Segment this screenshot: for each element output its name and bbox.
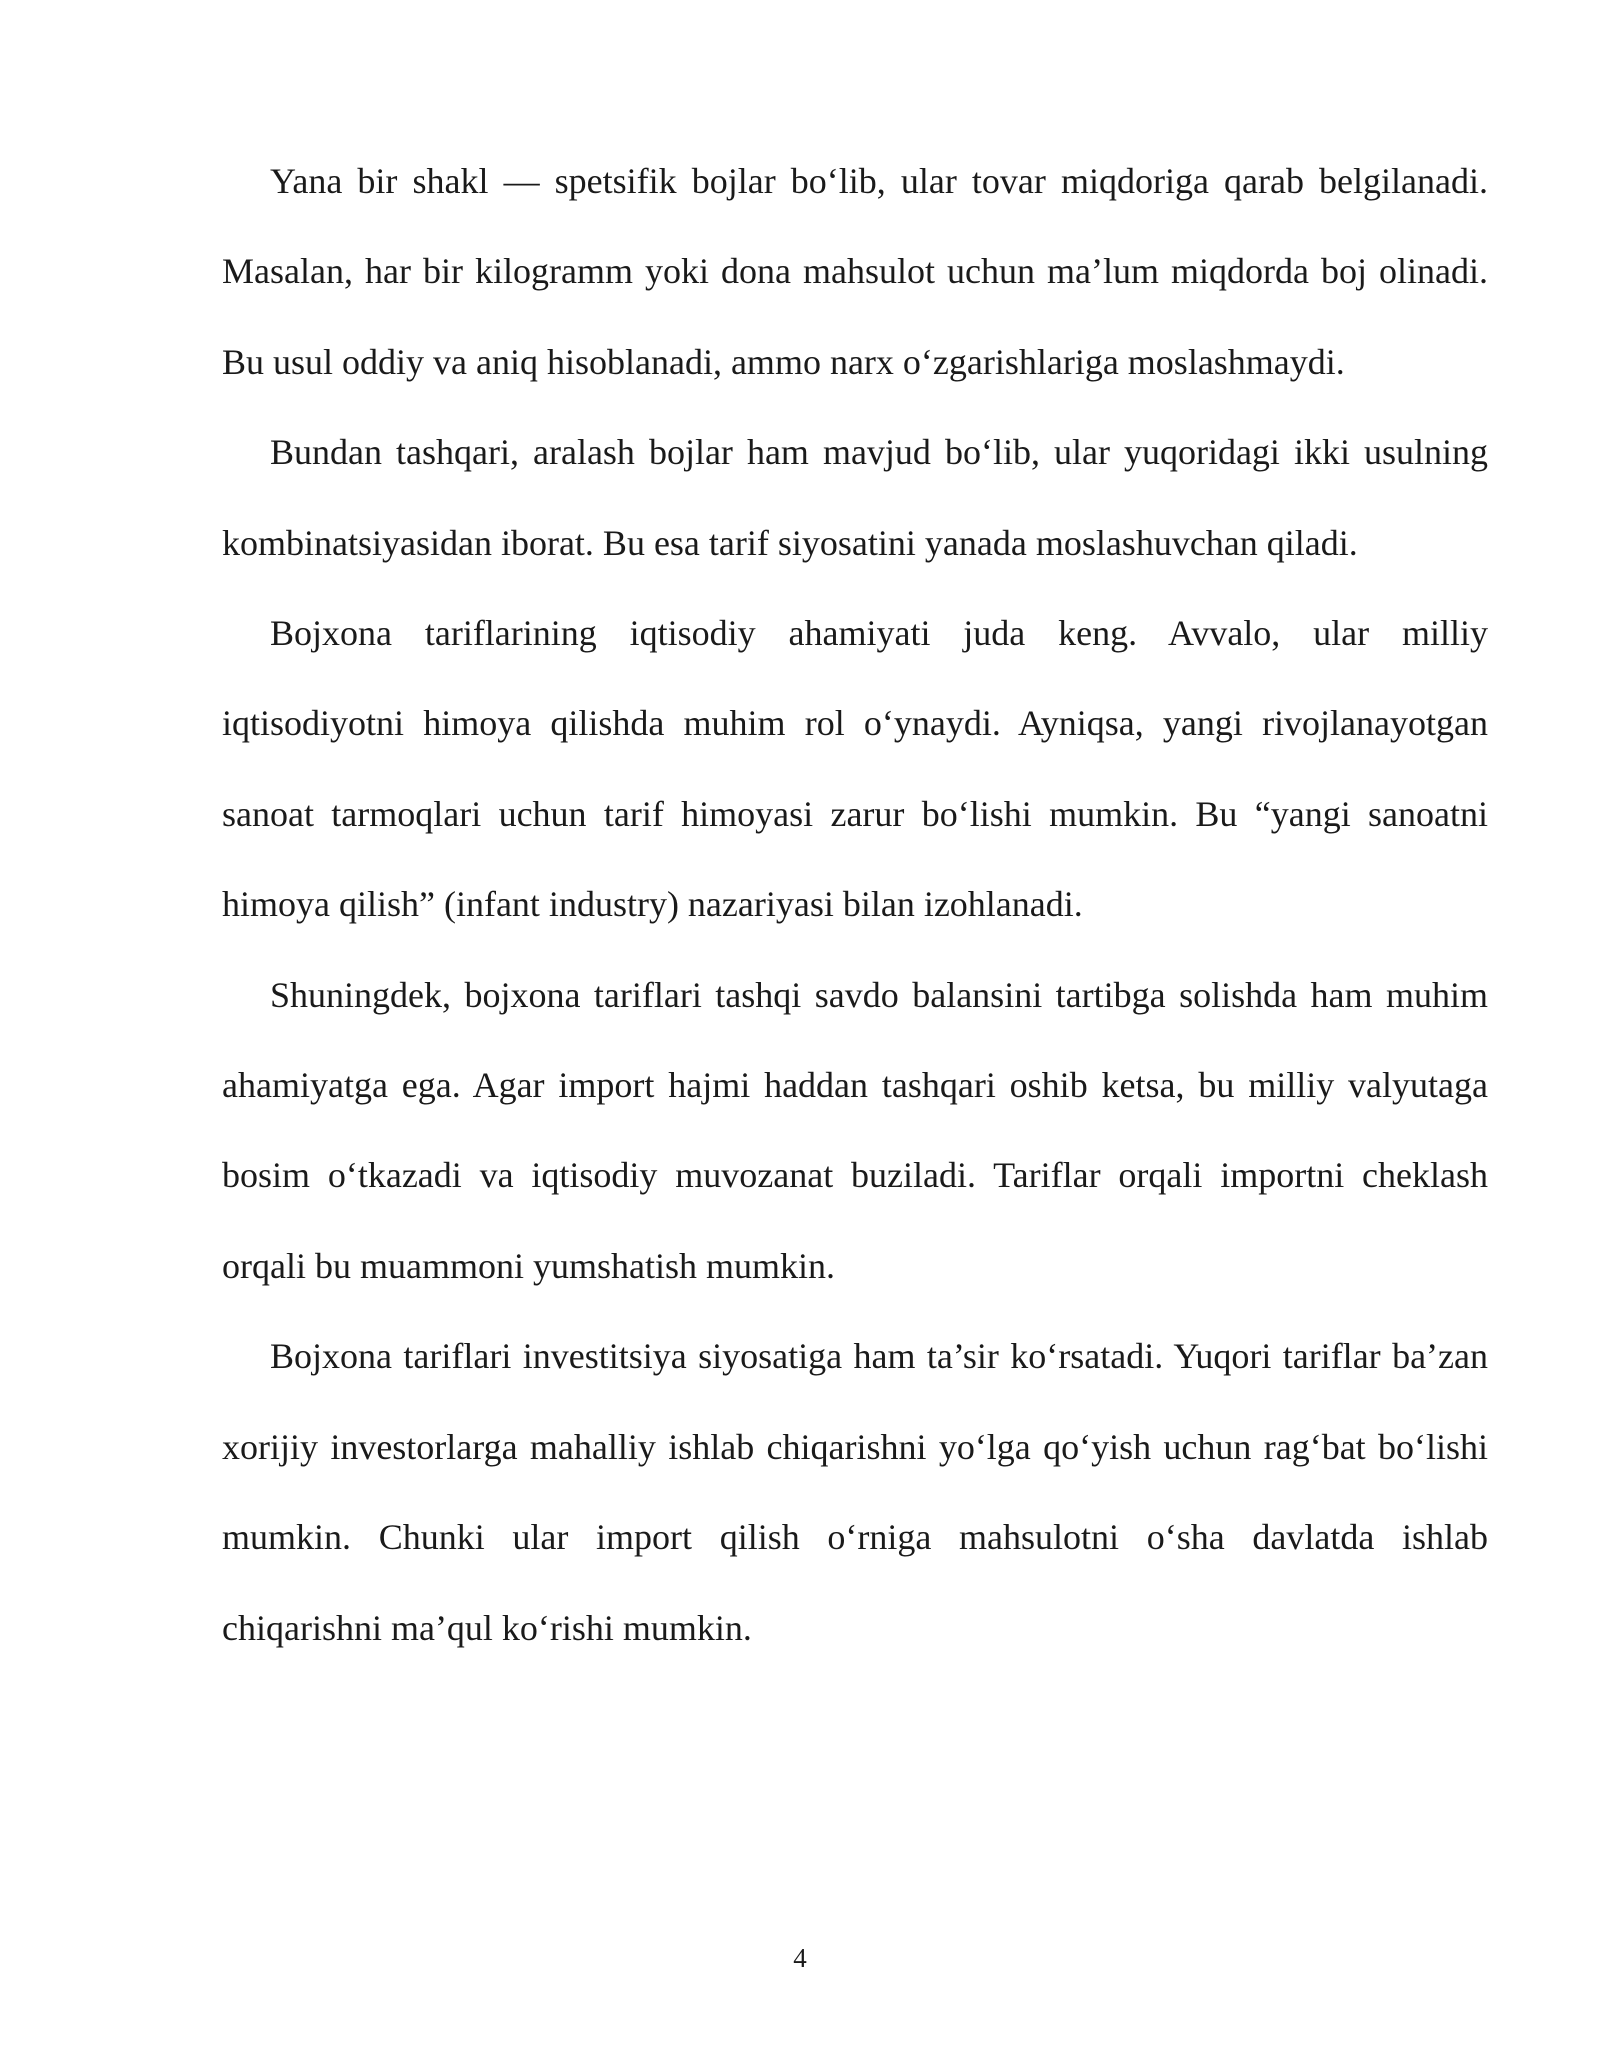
body-text [222,136,1488,1673]
paragraph-trade-balance: Shuningdek, bojxona tariflari tashqi savdo balansini tartibga solishda ham muhim ahamiyatga ega. Agar import hajmi haddan tashqari oshib ketsa, bu milliy valyutaga bosim o‘tkazadi va iqtisodiy muvozanat buziladi. Tariflar orqali importni cheklash orqali bu muammoni yumshatish mumkin. [222,974,1488,1286]
paragraph-specific-duties: Yana bir shakl — spetsifik bojlar bo‘lib, ular tovar miqdoriga qarab belgilanadi. Masalan, har bir kilogramm yoki dona mahsulot uchun ma’lum miqdorda boj olinadi. Bu usul oddiy va aniq hisoblanadi, ammo narx o‘zgarishlariga moslashmaydi. [222,161,1488,382]
page-number: 4 [793,1943,807,1973]
paragraph-economic-importance: Bojxona tariflarining iqtisodiy ahamiyati juda keng. Avvalo, ular milliy iqtisodiyotni himoya qilishda muhim rol o‘ynaydi. Ayniqsa, yangi rivojlanayotgan sanoat tarmoqlari uchun tarif himoyasi zarur bo‘lishi mumkin. Bu “yangi sanoatni himoya qilish” (infant industry) nazariyasi bilan izohlanadi. [222,613,1488,925]
paragraph-mixed-duties: Bundan tashqari, aralash bojlar ham mavjud bo‘lib, ular yuqoridagi ikki usulning kombinatsiyasidan iborat. Bu esa tarif siyosatini yanada moslashuvchan qiladi. [222,432,1488,563]
paragraph-investment-policy: Bojxona tariflari investitsiya siyosatiga ham ta’sir ko‘rsatadi. Yuqori tariflar ba’zan xorijiy investorlarga mahalliy ishlab chiqarishni yo‘lga qo‘yish uchun rag‘bat bo‘lishi mumkin. Chunki ular import qilish o‘rniga mahsulotni o‘sha davlatda ishlab chiqarishni ma’qul ko‘rishi mumkin. [222,1336,1488,1648]
